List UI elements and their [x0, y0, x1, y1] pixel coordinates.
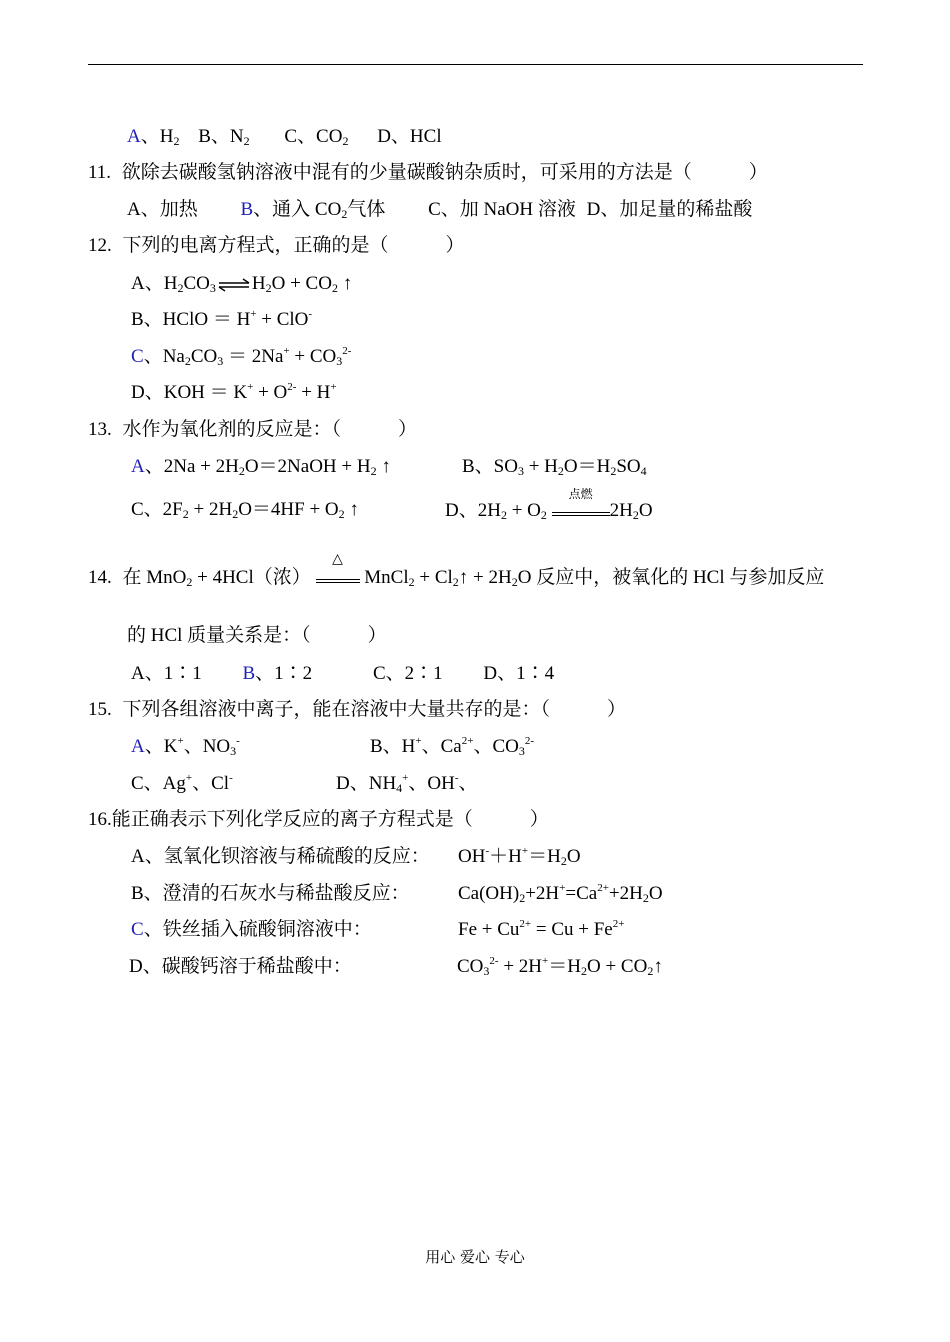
q12-option-b: B、HClO ＝ H+ + ClO-	[131, 308, 313, 330]
q15-option-a: A、K+、$NO_3^-$	[131, 735, 240, 758]
q16-option-b	[131, 882, 663, 906]
q14-line-2	[127, 624, 387, 648]
q14-text3: MnCl	[359, 567, 409, 588]
q16-a-eq4: O	[566, 846, 581, 867]
equilibrium-arrow-icon	[217, 277, 251, 293]
q16-b-eq4: +2H	[608, 883, 643, 904]
q16-c-equation: $Fe + Cu^{2+} = Cu + Fe^{2+}$	[458, 918, 625, 940]
q15-a-text: 、K	[144, 736, 178, 757]
q15-a-letter: A	[131, 736, 145, 757]
q10-option-c: C、CO	[284, 126, 343, 147]
q13-b-text4: SO	[616, 456, 641, 477]
q16-a-eq2: ＋H	[489, 846, 522, 867]
q15-number: 15.	[88, 699, 112, 720]
q16-stem-line	[88, 808, 549, 832]
q14-text2: + 4HCl（浓）	[192, 567, 311, 588]
q13-d-text4: O	[638, 500, 653, 521]
q13-option-a: A、$2Na + 2H_2O=2NaOH + H_2$ ↑	[131, 456, 391, 478]
q13-c-text2: + 2H	[188, 499, 233, 520]
q13-d-text2: + O	[506, 500, 541, 521]
q16-d-equation: $CO_3^{2-} + 2H^+=H_2O$ + $CO_2↑$	[457, 955, 663, 978]
q11-option-d: D、加足量的稀盐酸	[586, 199, 753, 220]
q13-b-text2: + H	[523, 456, 558, 477]
q16-c-label: 、铁丝插入硫酸铜溶液中：	[143, 919, 372, 940]
q16-c-eq1: Fe + Cu	[458, 919, 520, 940]
q14-option-c: C、2∶1	[372, 663, 443, 684]
q15-stem: 下列各组溶液中离子，能在溶液中大量共存的是：（ ）	[122, 699, 627, 720]
q13-b-text: B、SO	[462, 456, 518, 477]
q16-d-eq4: O + CO	[586, 956, 648, 977]
q16-b-equation: $Ca(OH)_2+2H^+=Ca^{2+}+2H_2O$	[458, 882, 663, 905]
q12-number: 12.	[88, 235, 112, 256]
q16-option-d	[129, 955, 663, 979]
q12-a-text3: H	[251, 273, 266, 294]
q13-a-letter: A	[131, 456, 145, 477]
q16-a-equation: $OH^-+H^+=H_2O$	[458, 845, 581, 868]
q16-b-eq2: +2H	[525, 883, 560, 904]
q12-a-gas-arrow: ↑	[342, 273, 353, 294]
q11-option-c: C、加 NaOH 溶液	[428, 199, 576, 220]
q10-option-a: 、H	[140, 126, 174, 147]
q12-d-text3: + H	[296, 382, 331, 403]
q13-c-text: C、2F	[131, 499, 183, 520]
q12-stem-line	[88, 234, 465, 258]
page-footer: 用心 爱心 专心	[425, 1248, 525, 1266]
q12-a-text2: CO	[183, 273, 210, 294]
q13-d-text3: 2H	[609, 500, 633, 521]
q16-b-eq5: O	[648, 883, 663, 904]
q10-option-d: D、HCl	[377, 126, 442, 147]
q13-stem-line	[88, 418, 417, 442]
ignite-condition-sign	[552, 487, 610, 516]
q16-option-c	[131, 918, 625, 942]
q15-option-b: B、H+、$Ca^{2+}$、$CO_3^{2-}$	[370, 735, 535, 758]
q12-a-text4: O + CO	[271, 273, 332, 294]
q14-option-b-letter: B	[242, 663, 256, 684]
q15-c-text2: 、Cl	[192, 773, 230, 794]
q13-number: 13.	[88, 419, 112, 440]
q14-number: 14.	[88, 567, 112, 588]
q11-stem: 欲除去碳酸氢钠溶液中混有的少量碳酸钠杂质时，可采用的方法是（ ）	[121, 162, 768, 183]
q14-text5: ↑ + 2H	[458, 567, 512, 588]
q13-d-text: D、2H	[445, 500, 501, 521]
q15-b-text: B、H	[370, 736, 416, 757]
q12-c-text4: + CO	[289, 346, 337, 367]
q15-d-text3: 、	[458, 773, 478, 794]
q16-b-eq1: Ca(OH)	[458, 883, 520, 904]
q16-option-a	[131, 845, 581, 869]
q12-b-text2: + ClO	[256, 309, 309, 330]
q14-line-1: 14. 在 MnO$_2$ + 4HCl（浓） △ MnCl$_2$ + $Cl_2↑ + 2H_2O$ 反应中，被氧化的 HCl 与参加反应	[88, 566, 824, 590]
q15-option-c: C、Ag+、Cl-	[131, 772, 233, 794]
q12-stem: 下列的电离方程式，正确的是（ ）	[122, 235, 465, 256]
q16-stem: 16.能正确表示下列化学反应的离子方程式是（ ）	[88, 809, 549, 830]
q14-option-a: A、1∶1	[131, 663, 202, 684]
ignite-label: 点燃	[568, 487, 593, 501]
q14-text4: + Cl	[414, 567, 453, 588]
q15-d-text2: 、OH	[408, 773, 455, 794]
q12-c-text2: CO	[190, 346, 218, 367]
heat-triangle-icon: △	[332, 551, 343, 567]
q16-d-eq5: ↑	[653, 956, 663, 977]
q15-c-text: C、Ag	[131, 773, 186, 794]
q16-d-eq3: ＝H	[548, 956, 581, 977]
q11-option-b-tail: 气体	[347, 199, 386, 220]
q10-options: A、$H_2$ B、$N_2$ C、$CO_2$ D、HCl	[127, 126, 442, 148]
q14-text6: O 反应中，被氧化的 HCl 与参加反应	[517, 567, 825, 588]
q15-d-text: D、NH	[336, 773, 397, 794]
q11-option-b-letter: B	[240, 199, 254, 220]
q12-a-text: A、H	[131, 273, 178, 294]
q13-b-text3: O＝H	[563, 456, 611, 477]
q12-d-text2: + O	[253, 382, 288, 403]
q13-a-text: 、2Na + 2H	[144, 456, 239, 477]
q10-option-a-letter: A	[127, 126, 141, 147]
q12-c-text: 、Na	[143, 346, 185, 367]
q16-a-eq3: ＝H	[528, 846, 561, 867]
q12-c-text3: ＝ 2Na	[223, 346, 284, 367]
q12-b-text: B、HClO ＝ H	[131, 309, 251, 330]
header-rule	[88, 64, 863, 65]
q11-options: A、加热 B、通入 $CO_2$气体 C、加 NaOH 溶液 D、加足量的稀盐酸	[127, 199, 753, 221]
q15-option-d: D、$NH_4^+$、OH-、	[336, 772, 478, 795]
q14-options	[131, 662, 554, 686]
q16-b-label: B、澄清的石灰水与稀盐酸反应：	[131, 883, 410, 904]
q11-stem-line	[88, 161, 768, 185]
q13-c-text3: O＝4HF + O	[238, 499, 339, 520]
q13-option-c: C、$2F_2 + 2H_2O=4HF + O_2$ ↑	[131, 499, 359, 521]
q13-option-b: B、$SO_3 + H_2O=H_2SO_4$	[462, 456, 647, 478]
q15-b-text2: 、Ca	[421, 736, 462, 757]
q16-d-eq2: + 2H	[498, 956, 543, 977]
q13-a-text2: O＝2NaOH + H	[244, 456, 371, 477]
q15-a-text2: 、NO	[183, 736, 231, 757]
q14-line2-text: 的 HCl 质量关系是：（ ）	[127, 625, 387, 646]
q16-c-letter: C	[131, 919, 144, 940]
q15-stem-line	[88, 698, 626, 722]
q13-c-gas-arrow: ↑	[349, 499, 359, 520]
q14-text: 在 MnO	[122, 567, 187, 588]
q16-c-eq2: = Cu + Fe	[531, 919, 613, 940]
q14-option-b: 、1∶2	[255, 663, 313, 684]
q11-number: 11.	[88, 162, 112, 183]
heat-condition-sign	[316, 551, 360, 583]
q16-d-eq1: CO	[457, 956, 484, 977]
q12-option-a: A、$H_2CO_3$ $H_2O + CO_2$ ↑	[131, 273, 353, 295]
q16-a-eq1: OH	[458, 846, 486, 867]
q12-option-c: C、$Na_2CO_3 = 2Na^+ + CO_3^{2-}$	[131, 345, 352, 368]
q13-a-gas-arrow: ↑	[381, 456, 391, 477]
q10-option-b: B、N	[198, 126, 244, 147]
q15-b-text3: 、CO	[473, 736, 519, 757]
q13-option-d: D、$2H_2 + O_2$ 点燃 $2H_2O$	[445, 498, 653, 523]
q16-d-label: D、碳酸钙溶于稀盐酸中：	[129, 956, 352, 977]
q14-option-d: D、1∶4	[483, 663, 555, 684]
q16-a-label: A、氢氧化钡溶液与稀硫酸的反应：	[131, 846, 430, 867]
q16-b-eq3: =Ca	[565, 883, 598, 904]
q12-c-letter: C	[131, 346, 144, 367]
q11-option-a: A、加热	[127, 199, 198, 220]
q12-option-d: D、KOH ＝ $K^+ + O^{2-} + H^+$	[131, 381, 337, 403]
q11-option-b: 、通入 CO	[253, 199, 342, 220]
q13-stem: 水作为氧化剂的反应是：（ ）	[122, 419, 418, 440]
q12-d-text: D、KOH ＝ K	[131, 382, 248, 403]
